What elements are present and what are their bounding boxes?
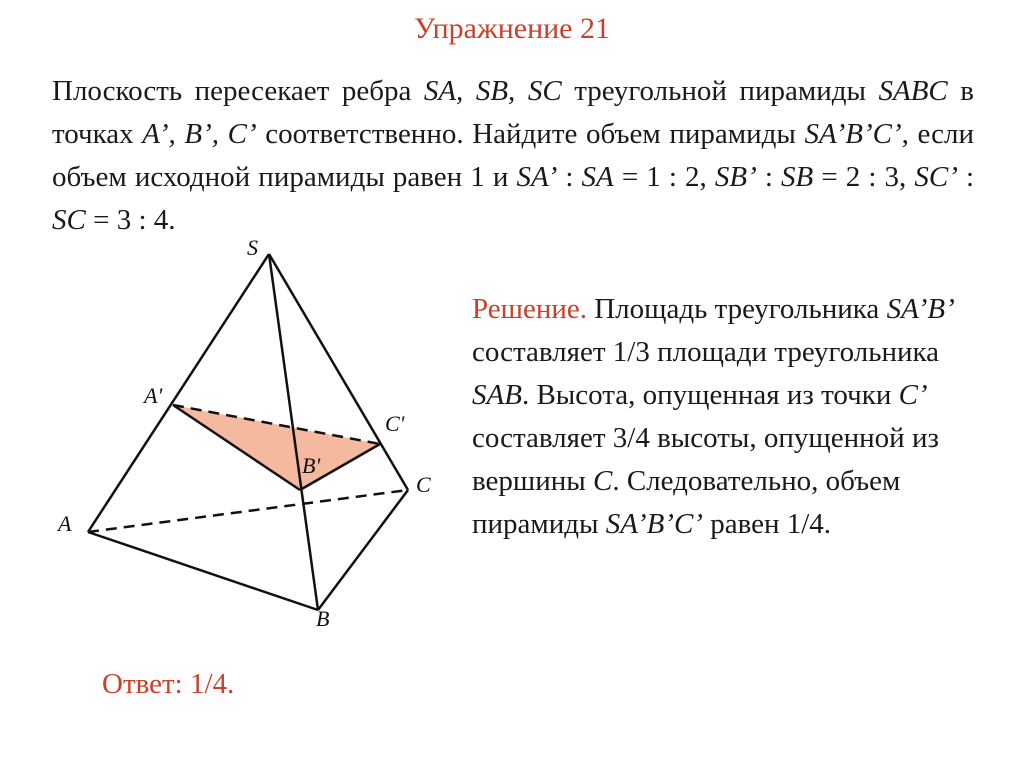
- slide-title: Упражнение 21: [414, 12, 610, 45]
- edge-bc: [318, 490, 408, 610]
- solution-heading: Решение.: [472, 293, 587, 325]
- label-s: S: [247, 235, 258, 260]
- answer-text: Ответ: 1/4.: [102, 668, 235, 700]
- label-c1: C': [385, 411, 405, 436]
- label-b: B: [316, 606, 330, 631]
- problem-text: Плоскость пересекает ребра SA, SB, SC треугольной пирамиды SABC в точках A’, B’, C’ соответственно. Найдите объем пирамиды SA’B’C’, если объем исходной пирамиды равен 1 и SA’ : SA = 1 : 2, SB’ : SB = 2 : 3, SC’ : SC = 3 : 4.: [52, 75, 975, 236]
- label-c: C: [416, 472, 431, 497]
- pyramid-figure: [40, 225, 460, 635]
- edge-ab: [88, 532, 318, 610]
- label-a1: A': [144, 383, 163, 408]
- section-triangle: [173, 405, 380, 490]
- edge-sa: [88, 254, 269, 532]
- edge-ac-hidden: [88, 490, 408, 532]
- label-a: A: [58, 511, 72, 536]
- solution-text: Решение. Площадь треугольника SA’B’ составляет 1/3 площади треугольника SAB. Высота, опущенная из точки C’ составляет 3/4 высоты, опущенной из вершины C. Следовательно, объем пирамиды SA’B’C’ равен 1/4.: [472, 293, 955, 540]
- label-b1: B': [302, 453, 321, 478]
